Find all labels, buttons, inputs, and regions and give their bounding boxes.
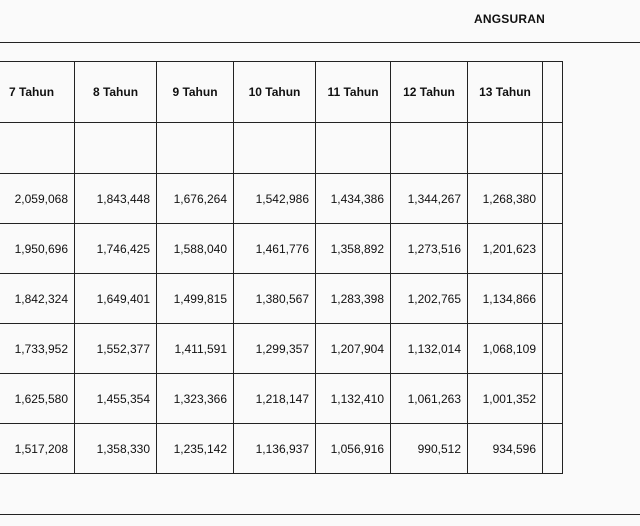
table-cell: 1,207,904 — [316, 324, 391, 374]
blank-cell — [234, 123, 316, 174]
header-7-tahun: 7 Tahun — [0, 62, 75, 123]
table-cell: 1,299,357 — [234, 324, 316, 374]
header-9-tahun: 9 Tahun — [157, 62, 234, 123]
table-cell: 1,455,354 — [75, 374, 157, 424]
table-cell: 1,134,866 — [468, 274, 543, 324]
table-cell: 1,273,516 — [391, 224, 468, 274]
table-cell: 1,132,014 — [391, 324, 468, 374]
table-cell: 1,202,765 — [391, 274, 468, 324]
table-row — [0, 174, 563, 224]
table-cell: 990,512 — [391, 424, 468, 474]
table-cell: 1,499,815 — [157, 274, 234, 324]
table-cell: 1,733,952 — [0, 324, 75, 374]
table-cell: 1,950,696 — [0, 224, 75, 274]
table-row — [0, 224, 563, 274]
cut-cell — [543, 174, 563, 224]
table-cell: 934,596 — [468, 424, 543, 474]
table-cell: 1,235,142 — [157, 424, 234, 474]
table-cell: 1,268,380 — [468, 174, 543, 224]
table-cell: 1,842,324 — [0, 274, 75, 324]
blank-cell — [75, 123, 157, 174]
table-cell: 1,843,448 — [75, 174, 157, 224]
table-row — [0, 424, 563, 474]
table-cell: 1,001,352 — [468, 374, 543, 424]
header-cut-column — [543, 62, 563, 123]
table-cell: 1,380,567 — [234, 274, 316, 324]
table-cell: 1,434,386 — [316, 174, 391, 224]
header-13-tahun: 13 Tahun — [468, 62, 543, 123]
cut-cell — [543, 324, 563, 374]
blank-cell — [157, 123, 234, 174]
table-cell: 1,542,986 — [234, 174, 316, 224]
header-10-tahun: 10 Tahun — [234, 62, 316, 123]
table-row — [0, 274, 563, 324]
installment-table — [0, 61, 563, 474]
top-rule — [0, 42, 640, 43]
table-cell: 1,411,591 — [157, 324, 234, 374]
table-cell: 1,588,040 — [157, 224, 234, 274]
table-cell: 1,358,892 — [316, 224, 391, 274]
blank-cell — [0, 123, 75, 174]
blank-cell — [468, 123, 543, 174]
table-cell: 1,746,425 — [75, 224, 157, 274]
bottom-rule — [0, 514, 640, 515]
blank-cell — [316, 123, 391, 174]
table-cell: 1,552,377 — [75, 324, 157, 374]
table-cell: 1,132,410 — [316, 374, 391, 424]
table-cell: 1,358,330 — [75, 424, 157, 474]
table-cell: 1,068,109 — [468, 324, 543, 374]
header-8-tahun: 8 Tahun — [75, 62, 157, 123]
table-cell: 1,676,264 — [157, 174, 234, 224]
blank-cell — [391, 123, 468, 174]
header-row — [0, 62, 563, 123]
table-cell: 1,061,263 — [391, 374, 468, 424]
cut-cell — [543, 374, 563, 424]
cut-cell — [543, 424, 563, 474]
table-row — [0, 374, 563, 424]
table-cell: 1,218,147 — [234, 374, 316, 424]
table-cell: 1,649,401 — [75, 274, 157, 324]
blank-row — [0, 123, 563, 174]
header-12-tahun: 12 Tahun — [391, 62, 468, 123]
cut-cell — [543, 274, 563, 324]
header-11-tahun: 11 Tahun — [316, 62, 391, 123]
table-title: ANGSURAN — [474, 12, 545, 26]
table-cell: 1,517,208 — [0, 424, 75, 474]
table-cell: 1,625,580 — [0, 374, 75, 424]
blank-cell — [543, 123, 563, 174]
table-cell: 1,136,937 — [234, 424, 316, 474]
table-row — [0, 324, 563, 374]
table-cell: 1,056,916 — [316, 424, 391, 474]
table-cell: 1,461,776 — [234, 224, 316, 274]
table-cell: 1,283,398 — [316, 274, 391, 324]
cut-cell — [543, 224, 563, 274]
table-cell: 1,323,366 — [157, 374, 234, 424]
table-cell: 2,059,068 — [0, 174, 75, 224]
table-cell: 1,344,267 — [391, 174, 468, 224]
table-cell: 1,201,623 — [468, 224, 543, 274]
